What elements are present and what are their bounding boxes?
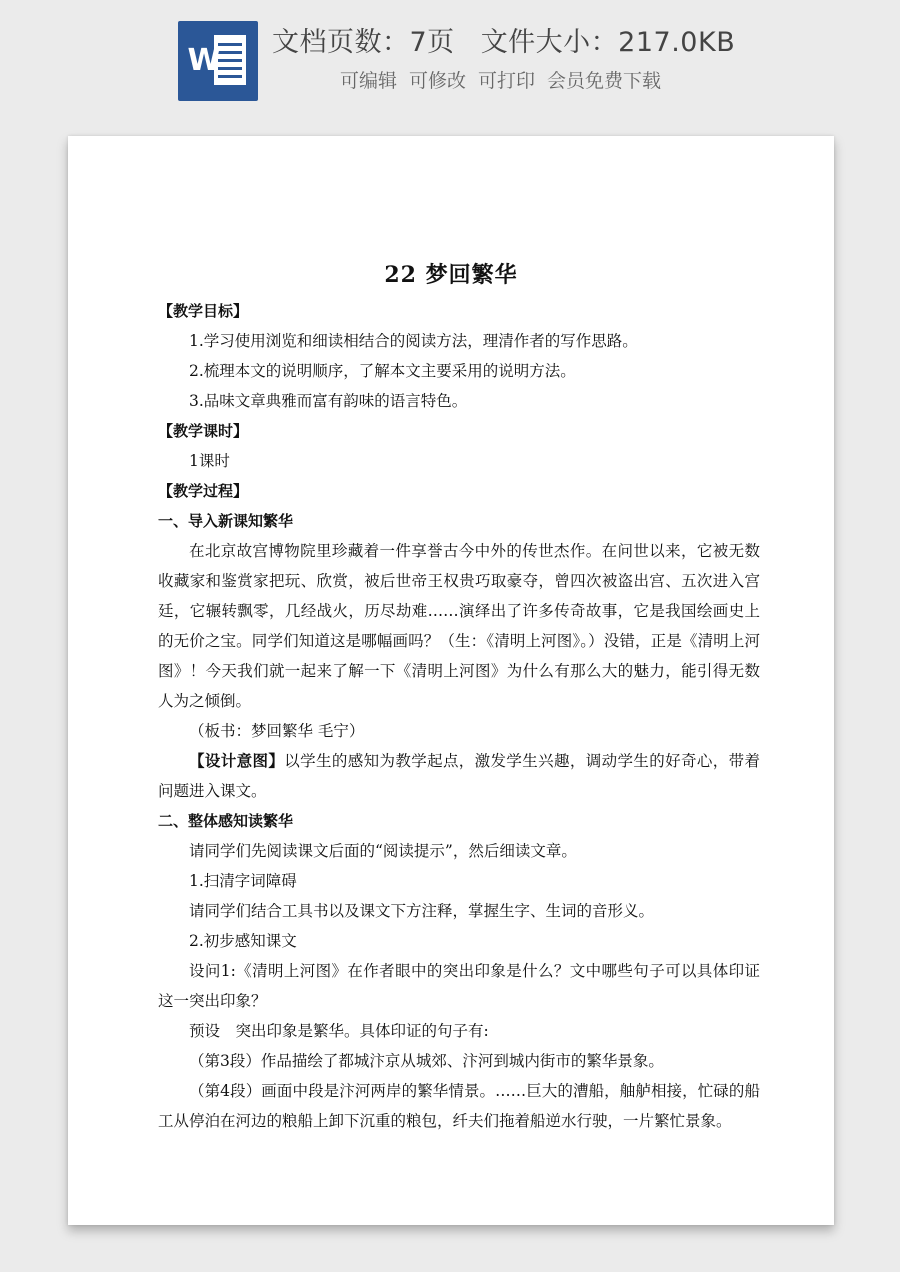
preset-answer: 预设 突出印象是繁华。具体印证的句子有: [189,1022,489,1040]
permission-modifiable: 可修改 [409,70,467,92]
paragraph-4-note: （第4段）画面中段是汴河两岸的繁华情景。……巨大的漕船，舳舻相接，忙碌的船工从停泊在河边的粮船上卸下沉重的粮包，纤夫们拖着船逆水行驶，一片繁忙景象。 [158,1082,760,1130]
hours-text: 1课时 [189,452,230,470]
page-count: 文档页数：7页 [272,27,455,58]
file-size: 文件大小：217.0KB [480,27,736,58]
board-note: （板书：梦回繁华 毛宁） [189,722,365,740]
hours-heading: 【教学课时】 [158,422,249,440]
document-info-header [0,0,900,120]
word-icon-letter: W [187,43,221,78]
permissions-line [340,66,673,93]
design-intent-paragraph [158,746,760,806]
permission-printable: 可打印 [478,70,536,92]
design-intent-text: 以学生的感知为教学起点，激发学生兴趣，调动学生的好奇心，带着问题进入课文。 [158,752,760,800]
paragraph-3-note: （第3段）作品描绘了都城汴京从城郊、汴河到城内街市的繁华景象。 [189,1052,664,1070]
part2-heading: 二、整体感知读繁华 [158,812,294,830]
step1-heading: 1.扫清字词障碍 [189,872,297,890]
file-meta [272,20,735,59]
process-heading: 【教学过程】 [158,482,249,500]
part2-intro: 请同学们先阅读课文后面的“阅读提示”，然后细读文章。 [189,842,577,860]
goals-heading: 【教学目标】 [158,302,249,320]
document-title: 22 梦回繁华 [384,262,518,288]
question1: 设问1:《清明上河图》在作者眼中的突出印象是什么？文中哪些句子可以具体印证这一突出印象？ [158,962,760,1010]
permission-editable: 可编辑 [340,70,398,92]
step1-text: 请同学们结合工具书以及课文下方注释，掌握生字、生词的音形义。 [189,902,655,920]
permission-member-download: 会员免费下载 [547,70,662,92]
word-document-icon [178,21,258,101]
design-intent-label: 【设计意图】 [189,752,285,770]
goal-item-1: 1.学习使用浏览和细读相结合的阅读方法，理清作者的写作思路。 [189,332,638,350]
goal-item-3: 3.品味文章典雅而富有韵味的语言特色。 [189,392,468,410]
goal-item-2: 2.梳理本文的说明顺序，了解本文主要采用的说明方法。 [189,362,576,380]
part1-paragraph: 在北京故宫博物院里珍藏着一件享誉古今中外的传世杰作。在问世以来，它被无数收藏家和鉴赏家把玩、欣赏，被后世帝王权贵巧取豪夺，曾四次被盗出宫、五次进入宫廷，它辗转飘零，几经战火，历尽劫难……演绎出了许多传奇故事，它是我国绘画史上的无价之宝。同学们知道这是哪幅画吗？（生：《清明上河图》。）没错，正是《清明上河图》！今天我们就一起来了解一下《清明上河图》为什么有那么大的魅力，能引得无数人为之倾倒。 [158,542,760,710]
document-body [158,296,760,1136]
step2-heading: 2.初步感知课文 [189,932,297,950]
document-page [68,136,834,1225]
part1-heading: 一、导入新课知繁华 [158,512,294,530]
